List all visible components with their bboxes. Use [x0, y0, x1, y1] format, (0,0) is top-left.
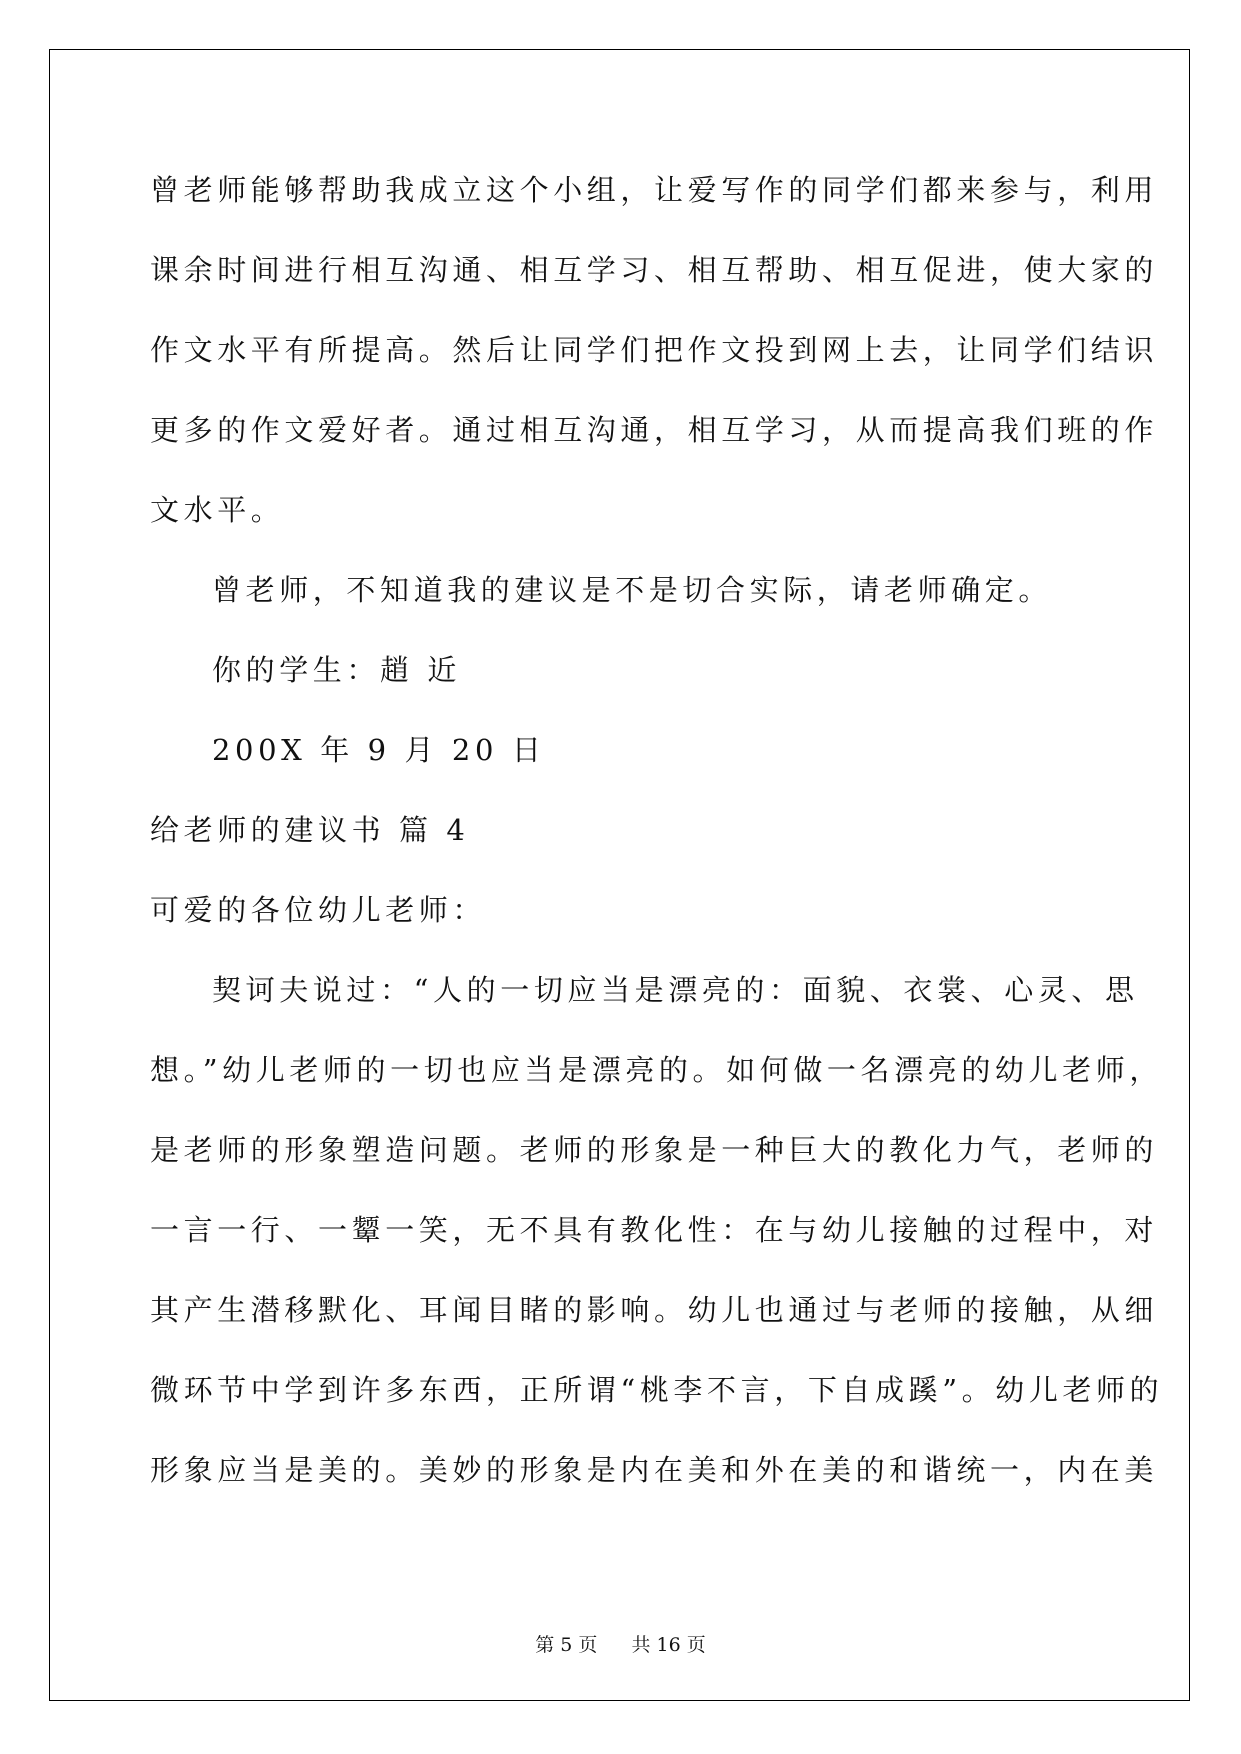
paragraph-line: 是老师的形象塑造问题。老师的形象是一种巨大的教化力气，老师的	[150, 1133, 1159, 1167]
paragraph-line: 微环节中学到许多东西，正所谓“桃李不言，下自成蹊”。幼儿老师的	[150, 1373, 1164, 1407]
paragraph-line: 文水平。	[150, 493, 285, 527]
paragraph-line: 作文水平有所提高。然后让同学们把作文投到网上去，让同学们结识	[150, 333, 1159, 367]
page-number: 第 5 页	[535, 1634, 598, 1656]
paragraph-line: 曾老师能够帮助我成立这个小组，让爱写作的同学们都来参与，利用	[150, 173, 1159, 207]
section-heading: 给老师的建议书 篇 4	[150, 813, 470, 847]
salutation-line: 可爱的各位幼儿老师：	[150, 893, 487, 927]
paragraph-line: 一言一行、一颦一笑，无不具有教化性：在与幼儿接触的过程中，对	[150, 1213, 1159, 1247]
document-body	[150, 158, 1164, 1518]
paragraph-line: 其产生潜移默化、耳闻目睹的影响。幼儿也通过与老师的接触，从细	[150, 1293, 1159, 1327]
date-line: 200X 年 9 月 20 日	[212, 733, 546, 767]
page-footer	[0, 1630, 1241, 1657]
paragraph-line: 想。”幼儿老师的一切也应当是漂亮的。如何做一名漂亮的幼儿老师，	[150, 1053, 1163, 1087]
page-total: 共 16 页	[631, 1634, 706, 1656]
paragraph-line: 形象应当是美的。美妙的形象是内在美和外在美的和谐统一，内在美	[150, 1453, 1159, 1487]
paragraph-line: 契诃夫说过：“人的一切应当是漂亮的：面貌、衣裳、心灵、思	[212, 973, 1139, 1007]
paragraph-line: 更多的作文爱好者。通过相互沟通，相互学习，从而提高我们班的作	[150, 413, 1159, 447]
signature-line: 你的学生：趙 近	[212, 653, 462, 687]
paragraph-line: 曾老师，不知道我的建议是不是切合实际，请老师确定。	[212, 573, 1053, 607]
paragraph-line: 课余时间进行相互沟通、相互学习、相互帮助、相互促进，使大家的	[150, 253, 1159, 287]
